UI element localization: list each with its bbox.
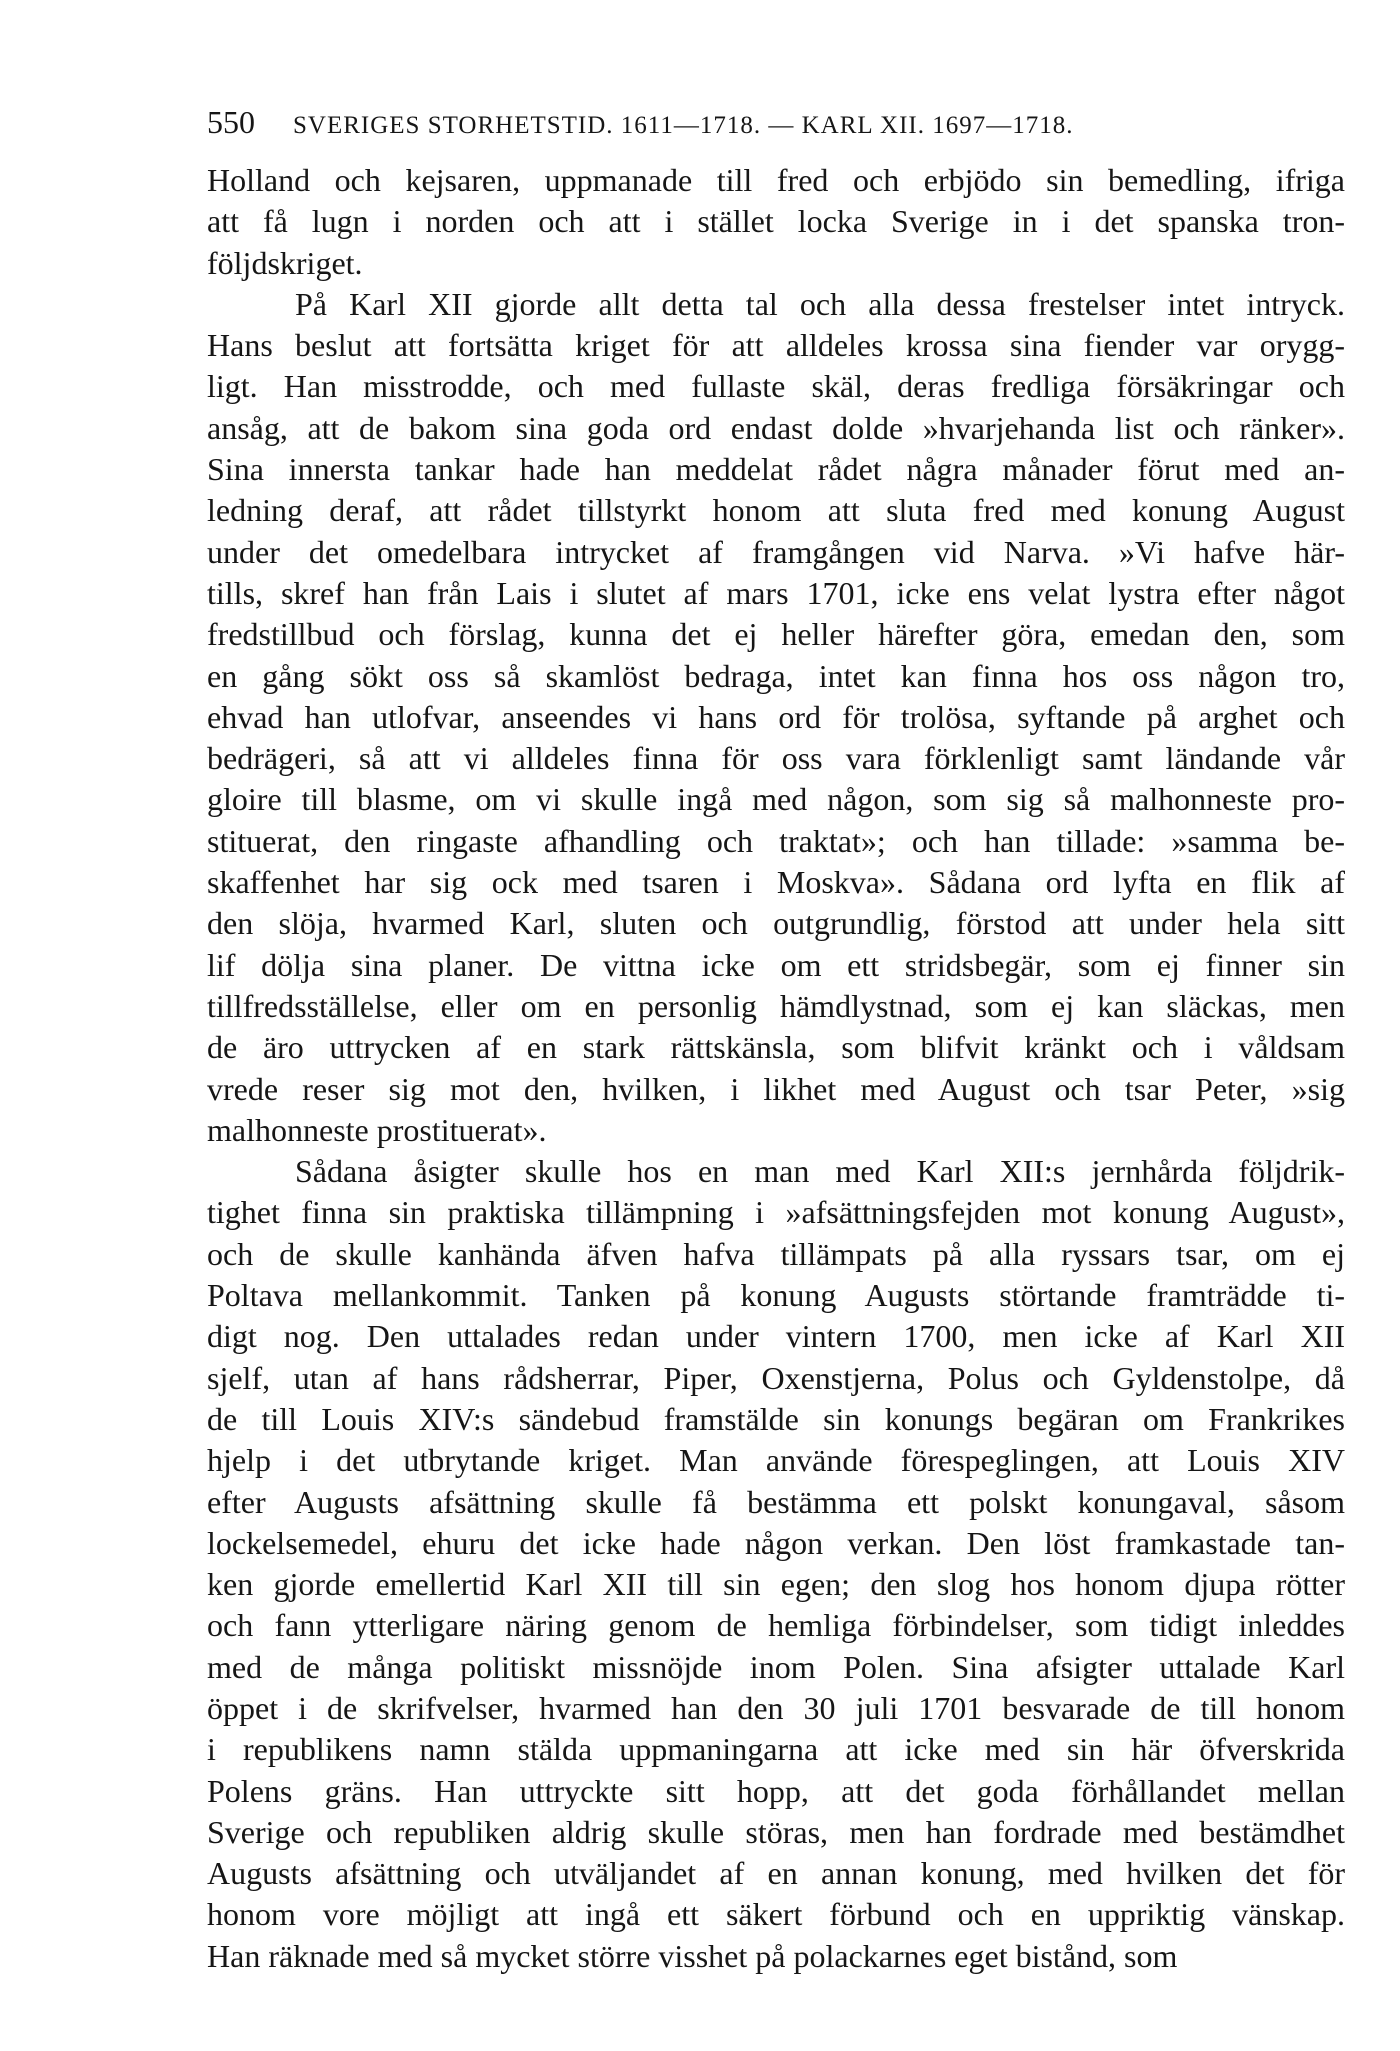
text-line: hjelp i det utbrytande kriget. Man använde förespeglingen, att Louis XIV — [207, 1442, 1345, 1479]
text-line: de äro uttrycken af en stark rättskänsla, som blifvit kränkt och i våldsam — [207, 1029, 1345, 1066]
text-line: bedrägeri, så att vi alldeles finna för oss vara förklenligt samt ländande vår — [207, 740, 1345, 777]
page-number: 550 — [207, 104, 255, 140]
text-line: fredstillbud och förslag, kunna det ej heller härefter göra, emedan den, som — [207, 616, 1345, 653]
text-line: ehvad han utlofvar, anseendes vi hans ord för trolösa, syftande på arghet och — [207, 698, 1345, 735]
text-line: och fann ytterligare näring genom de hemliga förbindelser, som tidigt inleddes — [207, 1607, 1345, 1644]
text-line: gloire till blasme, om vi skulle ingå med någon, som sig så malhonneste pro- — [207, 781, 1345, 818]
text-line: med de många politiskt missnöjde inom Polen. Sina afsigter uttalade Karl — [207, 1648, 1345, 1685]
text-line: lockelsemedel, ehuru det icke hade någon verkan. Den löst framkastade tan- — [207, 1524, 1345, 1561]
text-line: följdskriget. — [207, 244, 363, 281]
text-line: ken gjorde emellertid Karl XII till sin egen; den slog hos honom djupa rötter — [207, 1566, 1345, 1603]
text-line: Sådana åsigter skulle hos en man med Karl XII:s jernhårda följdrik- — [295, 1153, 1345, 1190]
text-line: Holland och kejsaren, uppmanade till fred och erbjödo sin bemedling, ifriga — [207, 162, 1345, 198]
running-head — [207, 104, 1247, 140]
text-line: stituerat, den ringaste afhandling och traktat»; och han tillade: »samma be- — [207, 822, 1345, 859]
text-line: tillfredsställelse, eller om en personlig hämdlystnad, som ej kan släckas, men — [207, 987, 1345, 1024]
text-line: och de skulle kanhända äfven hafva tillämpats på alla ryssars tsar, om ej — [207, 1235, 1345, 1272]
text-line: lif dölja sina planer. De vittna icke om ett stridsbegär, som ej finner sin — [207, 946, 1345, 983]
text-line: den slöja, hvarmed Karl, sluten och outgrundlig, förstod att under hela sitt — [207, 905, 1345, 942]
text-line: ansåg, att de bakom sina goda ord endast dolde »hvarjehanda list och ränker». — [207, 409, 1345, 446]
text-line: Sina innersta tankar hade han meddelat rådet några månader förut med an- — [207, 451, 1345, 488]
text-line: vrede reser sig mot den, hvilken, i likhet med August och tsar Peter, »sig — [207, 1070, 1345, 1107]
text-line: under det omedelbara intrycket af framgången vid Narva. »Vi hafve här- — [207, 533, 1345, 570]
text-line: Han räknade med så mycket större visshet på polackarnes eget bistånd, som — [207, 1937, 1178, 1974]
text-line: de till Louis XIV:s sändebud framstälde sin konungs begäran om Frankrikes — [207, 1400, 1345, 1437]
text-line: Augusts afsättning och utväljandet af en annan konung, med hvilken det för — [207, 1855, 1345, 1892]
text-line: honom vore möjligt att ingå ett säkert förbund och en uppriktig vänskap. — [207, 1896, 1345, 1933]
text-line: Poltava mellankommit. Tanken på konung Augusts störtande framträdde ti- — [207, 1277, 1345, 1314]
text-line: tighet finna sin praktiska tillämpning i »afsättningsfejden mot konung August», — [207, 1194, 1345, 1231]
text-line: Hans beslut att fortsätta kriget för att alldeles krossa sina fiender var orygg- — [207, 327, 1345, 364]
text-line: malhonneste prostituerat». — [207, 1111, 547, 1148]
running-title: SVERIGES STORHETSTID. 1611—1718. — KARL XII. 1697—1718. — [293, 112, 1074, 139]
text-line: en gång sökt oss så skamlöst bedraga, intet kan finna hos oss någon tro, — [207, 657, 1345, 694]
body-text — [207, 160, 1345, 1977]
text-line: i republikens namn stälda uppmaningarna att icke med sin här öfverskrida — [207, 1731, 1345, 1768]
text-line: att få lugn i norden och att i stället locka Sverige in i det spanska tron- — [207, 203, 1345, 240]
text-line: öppet i de skrifvelser, hvarmed han den 30 juli 1701 besvarade de till honom — [207, 1689, 1345, 1726]
text-line: Sverige och republiken aldrig skulle störas, men han fordrade med bestämdhet — [207, 1813, 1345, 1850]
text-line: Polens gräns. Han uttryckte sitt hopp, att det goda förhållandet mellan — [207, 1772, 1345, 1809]
text-line: ligt. Han misstrodde, och med fullaste skäl, deras fredliga försäkringar och — [207, 368, 1345, 405]
text-line: efter Augusts afsättning skulle få bestämma ett polskt konungaval, såsom — [207, 1483, 1345, 1520]
text-line: digt nog. Den uttalades redan under vintern 1700, men icke af Karl XII — [207, 1318, 1345, 1355]
text-line: På Karl XII gjorde allt detta tal och alla dessa frestelser intet intryck. — [295, 285, 1345, 322]
text-line: tills, skref han från Lais i slutet af mars 1701, icke ens velat lystra efter något — [207, 574, 1345, 611]
text-line: sjelf, utan af hans rådsherrar, Piper, Oxenstjerna, Polus och Gyldenstolpe, då — [207, 1359, 1345, 1396]
text-line: skaffenhet har sig ock med tsaren i Moskva». Sådana ord lyfta en flik af — [207, 864, 1345, 901]
text-line: ledning deraf, att rådet tillstyrkt honom att sluta fred med konung August — [207, 492, 1345, 529]
